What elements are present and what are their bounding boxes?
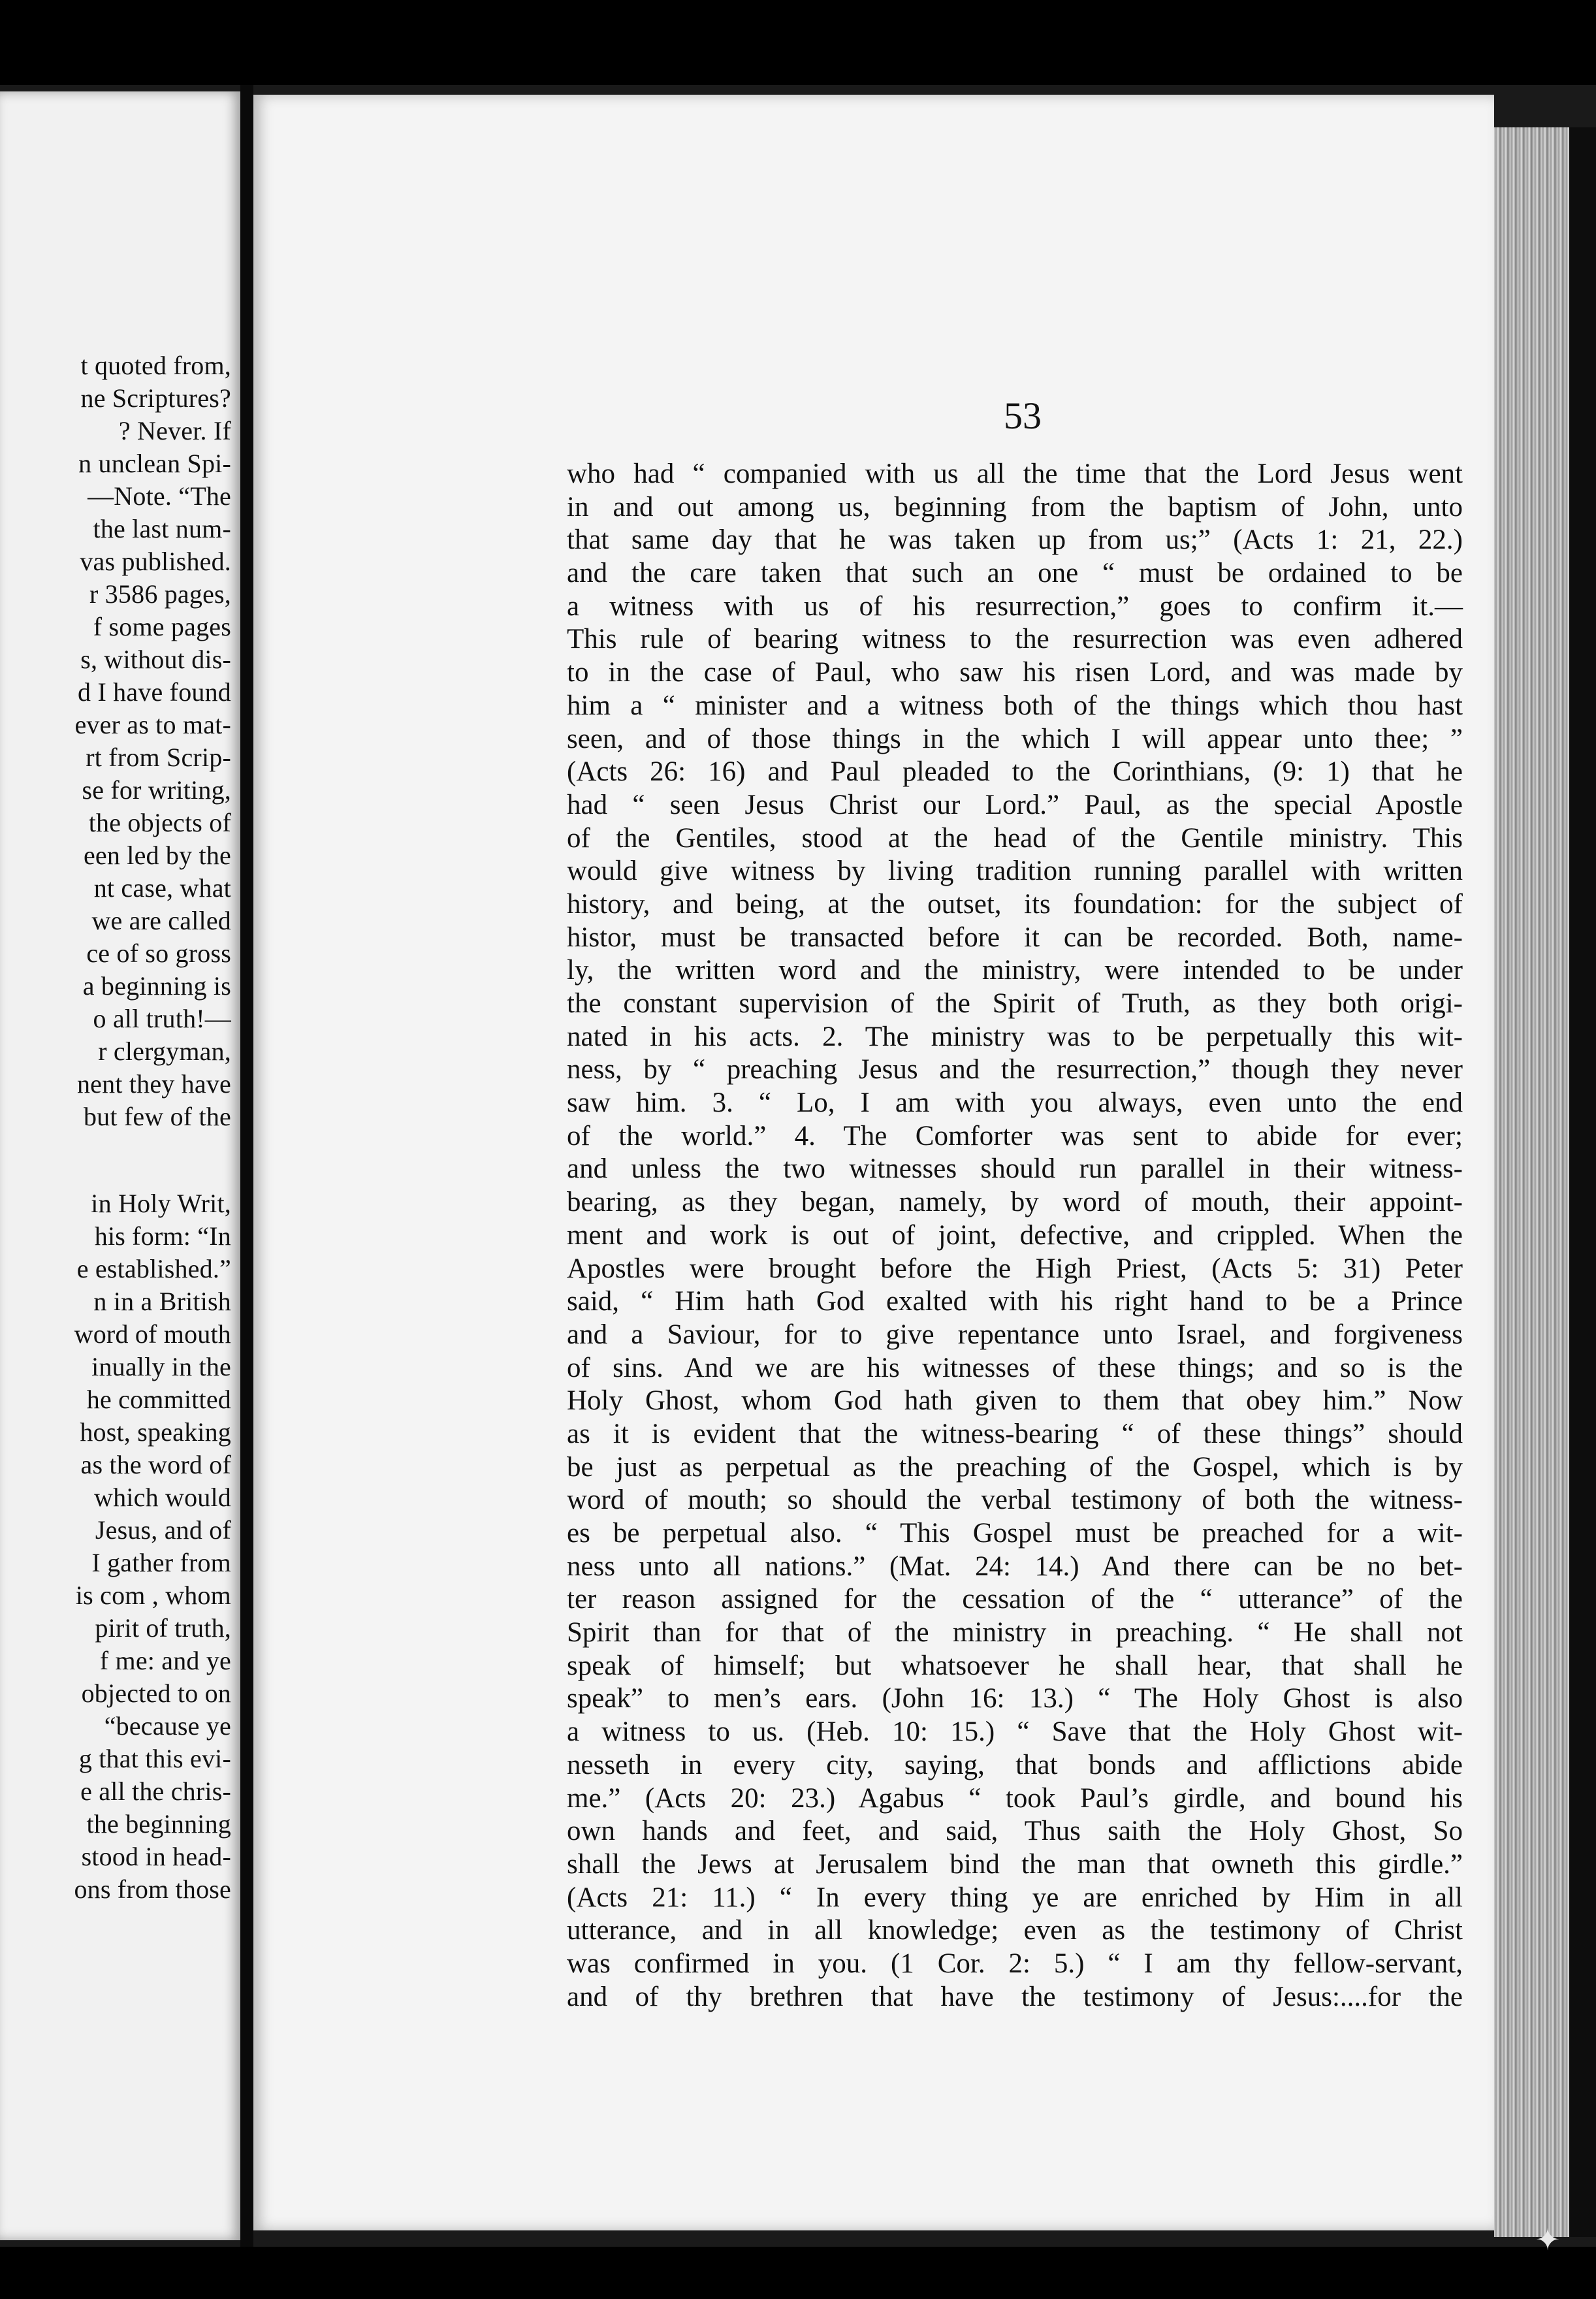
text-line: would give witness by living tradition running parallel with written	[567, 856, 1463, 887]
text-line: be just as perpetual as the preaching of the Gospel, which is by	[567, 1451, 1463, 1483]
left-page-line: g that this evi-	[78, 1744, 231, 1773]
text-line: Spirit than for that of the ministry in preaching. “ He shall not	[567, 1617, 1463, 1648]
text-line: to in the case of Paul, who saw his risen Lord, and was made by	[567, 657, 1463, 688]
left-page-line: —Note. “The	[88, 481, 231, 511]
page-body-text	[567, 458, 1463, 2014]
book-gutter	[240, 85, 253, 2247]
left-page-line: ne Scriptures?	[80, 383, 231, 413]
left-facing-page	[0, 91, 240, 2240]
text-line: speak of himself; but whatsoever he shall hear, that shall he	[567, 1650, 1463, 1681]
text-line: me.” (Acts 20: 23.) Agabus “ took Paul’s girdle, and bound his	[567, 1782, 1463, 1814]
text-line: nesseth in every city, saying, that bonds and afflictions abide	[567, 1749, 1463, 1780]
left-page-line: which would	[94, 1483, 231, 1512]
left-page-line: f me: and ye	[99, 1646, 231, 1675]
text-line: had “ seen Jesus Christ our Lord.” Paul, as the special Apostle	[567, 789, 1463, 820]
text-line: a witness with us of his resurrection,” goes to confirm it.—	[567, 590, 1463, 622]
left-page-line: Jesus, and of	[95, 1515, 231, 1545]
text-line: ness, by “ preaching Jesus and the resurrection,” though they never	[567, 1054, 1463, 1085]
text-line: own hands and feet, and said, Thus saith the Holy Ghost, So	[567, 1816, 1463, 1847]
text-line: ness unto all nations.” (Mat. 24: 14.) And there can be no bet-	[567, 1551, 1463, 1582]
left-page-line: ce of so gross	[86, 939, 231, 968]
left-page-line: r clergyman,	[98, 1037, 231, 1066]
text-line: saw him. 3. “ Lo, I am with you always, even unto the end	[567, 1087, 1463, 1119]
text-line: a witness to us. (Heb. 10: 15.) “ Save that the Holy Ghost wit-	[567, 1716, 1463, 1748]
text-line: was confirmed in you. (1 Cor. 2: 5.) “ I am thy fellow-servant,	[567, 1948, 1463, 1979]
left-page-line: e established.”	[76, 1254, 231, 1283]
text-line: and unless the two witnesses should run parallel in their witness-	[567, 1153, 1463, 1185]
text-line: shall the Jews at Jerusalem bind the man that owneth this girdle.”	[567, 1848, 1463, 1880]
left-page-line: but few of the	[83, 1102, 231, 1131]
text-line: him a “ minister and a witness both of the things which thou hast	[567, 690, 1463, 721]
text-line: Apostles were brought before the High Priest, (Acts 5: 31) Peter	[567, 1253, 1463, 1284]
left-page-line: his form: “In	[94, 1221, 231, 1251]
text-line: of the world.” 4. The Comforter was sent to abide for ever;	[567, 1120, 1463, 1151]
text-line: that same day that he was taken up from us;” (Acts 1: 21, 22.)	[567, 524, 1463, 556]
text-line: seen, and of those things in the which I will appear unto thee; ”	[567, 723, 1463, 754]
text-line: (Acts 21: 11.) “ In every thing ye are enriched by Him in all	[567, 1882, 1463, 1913]
text-line: as it is evident that the witness-bearing “ of these things” should	[567, 1418, 1463, 1449]
bird-mark-icon: ✦	[1535, 2223, 1561, 2257]
text-line: ly, the written word and the ministry, were intended to be under	[567, 955, 1463, 986]
left-page-line: e all the chris-	[80, 1776, 231, 1806]
left-page-line: the beginning	[86, 1809, 231, 1839]
left-page-line: nt case, what	[93, 873, 231, 903]
left-page-line: word of mouth	[74, 1319, 231, 1349]
left-page-line: stood in head-	[81, 1842, 231, 1871]
left-page-line: rt from Scrip-	[86, 743, 231, 772]
left-page-line: een led by the	[83, 841, 231, 870]
left-page-line: pirit of truth,	[95, 1613, 231, 1643]
text-line: ter reason assigned for the cessation of the “ utterance” of the	[567, 1584, 1463, 1615]
page-number: 53	[1004, 394, 1042, 437]
left-page-line: the last num-	[93, 514, 231, 543]
left-page-line: f some pages	[93, 612, 231, 641]
text-line: utterance, and in all knowledge; even as the testimony of Christ	[567, 1915, 1463, 1946]
left-page-line: t quoted from,	[80, 351, 231, 380]
text-line: in and out among us, beginning from the baptism of John, unto	[567, 491, 1463, 522]
edge-shadow	[1569, 127, 1596, 2237]
main-page	[253, 95, 1494, 2230]
text-line: said, “ Him hath God exalted with his right hand to be a Prince	[567, 1286, 1463, 1317]
left-page-line: I gather from	[91, 1548, 231, 1577]
left-page-line: ? Never. If	[118, 416, 231, 445]
left-page-line: s, without dis-	[80, 645, 231, 674]
text-line: of the Gentiles, stood at the head of the Gentile ministry. This	[567, 822, 1463, 854]
left-page-line: in Holy Writ,	[91, 1189, 231, 1218]
left-page-line: he committed	[86, 1385, 231, 1414]
left-page-line: “because ye	[104, 1711, 231, 1741]
text-line: of sins. And we are his witnesses of these things; and so is the	[567, 1352, 1463, 1383]
page-edge-stack	[1494, 127, 1569, 2237]
left-page-line: ons from those	[74, 1874, 231, 1904]
left-page-line: o all truth!—	[93, 1004, 231, 1033]
text-line: history, and being, at the outset, its foundation: for the subject of	[567, 888, 1463, 920]
left-page-line: as the word of	[80, 1450, 231, 1479]
text-line: Holy Ghost, whom God hath given to them that obey him.” Now	[567, 1385, 1463, 1417]
left-page-line: inually in the	[91, 1352, 231, 1381]
left-page-line: r 3586 pages,	[89, 579, 231, 609]
left-page-text	[74, 349, 231, 1906]
text-line: and the care taken that such an one “ must be ordained to be	[567, 558, 1463, 589]
film-border-top	[0, 0, 1596, 85]
left-page-line: the objects of	[88, 808, 231, 837]
film-border-bottom	[0, 2247, 1596, 2299]
left-page-line: objected to on	[81, 1679, 231, 1708]
text-line: speak” to men’s ears. (John 16: 13.) “ The Holy Ghost is also	[567, 1683, 1463, 1714]
text-line: who had “ companied with us all the time that the Lord Jesus went	[567, 458, 1463, 489]
text-line: bearing, as they began, namely, by word of mouth, their appoint-	[567, 1187, 1463, 1218]
left-page-line: host, speaking	[80, 1417, 231, 1447]
left-page-line: we are called	[91, 906, 231, 935]
text-line: (Acts 26: 16) and Paul pleaded to the Corinthians, (9: 1) that he	[567, 756, 1463, 788]
left-page-line: ever as to mat-	[74, 710, 231, 739]
left-page-line: d I have found	[78, 677, 231, 707]
text-line: the constant supervision of the Spirit of Truth, as they both origi-	[567, 988, 1463, 1019]
left-page-line	[74, 1133, 231, 1187]
text-line: ment and work is out of joint, defective, and crippled. When the	[567, 1219, 1463, 1251]
text-line: This rule of bearing witness to the resurrection was even adhered	[567, 624, 1463, 655]
left-page-line: n unclean Spi-	[78, 449, 231, 478]
text-line: and a Saviour, for to give repentance unto Israel, and forgiveness	[567, 1319, 1463, 1350]
text-line: word of mouth; so should the verbal testimony of both the witness-	[567, 1485, 1463, 1516]
text-line: and of thy brethren that have the testimony of Jesus:....for the	[567, 1981, 1463, 2012]
text-line: nated in his acts. 2. The ministry was to be perpetually this wit-	[567, 1021, 1463, 1052]
left-page-line: n in a British	[93, 1287, 231, 1316]
left-page-line: vas published.	[80, 547, 231, 576]
left-page-line: nent they have	[76, 1069, 231, 1099]
left-page-line: se for writing,	[82, 775, 231, 805]
text-line: es be perpetual also. “ This Gospel must be preached for a wit-	[567, 1518, 1463, 1549]
left-page-line: a beginning is	[82, 971, 231, 1001]
text-line: histor, must be transacted before it can be recorded. Both, name-	[567, 922, 1463, 953]
left-page-line: is com , whom	[75, 1581, 231, 1610]
